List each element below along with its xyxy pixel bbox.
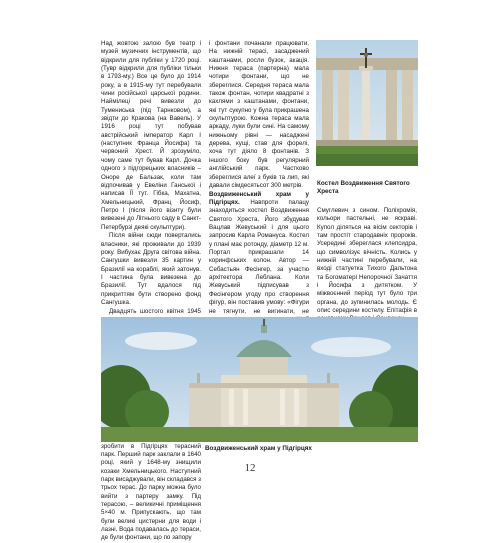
- basilica-dome-photo: [101, 317, 418, 442]
- paragraph: Навпроти палацу знаходиться костел Воздвиження Святого Хреста. Його збудував Вацлав Жевуський і для цього запросив Карла Романуса. Костел у плані має ротонду, діаметр 12 м. Портал прикрашали 14 коринфських колон. Автор — Себастьян Фесінгер, за участю архітектора Лебланa. Коли Жевуський підписував з Фесінгером угоду про створення фігур, він поставив умову: «Фігури не тягнути, не вигинати, не: [209, 199, 309, 315]
- paragraph: Двадцять шостого квітня 1945: [109, 308, 201, 315]
- photo-caption-bottom: Воздвиженський храм у Підгірцях: [205, 445, 312, 452]
- paragraph: Над жовтою залою був театр і музей музичних інструментів, що відкрили для публіки у 1720 році. (Тувр відкрили для публіки тільки в 1793-му.) Все це було до 1914 року, а в 1915-му тут перебували чини російської царської родини. Наймілеці речі вивезли до Тумениська (під Тарнковом), а звідти до Кракова (на Вавель). У 1916 році тут побував австрійський імператор Карл І (наступник Франца Йосифа) та червоний Хрест. Й зрозуміло, чому саме тут бував Карл. Дочка одного з підгорецьких власників – Оноре де Бальзак, коли там відпочивав у Евеліни Ганської і написав ЇЇ тут. Гібка, Махатна, Хмельницький, Франц Йосиф, Петро І (після його візиту були вивезені до Літнього саду в Санкт-Петербурзі деякі скульптури).: [101, 40, 201, 231]
- paragraph: Смуглевич з сином. Поліхромія, кольори пастельні, не яскраві. Купол діляться на вісім секторів і там простіт стародавніх пророків. Усередині збереглася клепсидра, що символізує вічність. Колись у нижній частині перебували, на вході статуетка Тихого Дальтона та Богоматері Непорочної Зачаття і Йосифа з дитятком. У міжвоєнний період тут було три органа, до зупинилась молодь. Є опис середини костелу. Епітафія в: [317, 207, 417, 315]
- photo-caption-top: Костел Воздвиження Святого Хреста: [317, 180, 410, 195]
- page-number: 12: [244, 462, 256, 474]
- paragraph: Після війни сюди повертались власники, які проживали до 1939 року. Вибухає Друга світова війна. Сангушки вивезли 35 картин у Бразилії на кораблі, який затонув. І частина була вивезена до Бразилії. Тут вдалося під прикриттям бути створено фонд Сангушка.: [101, 232, 201, 307]
- church-column-crucifix-photo: [316, 40, 418, 166]
- basilica-dome-illustration: [101, 317, 418, 442]
- section-heading: Воздвиженський храм у Підгірцях.: [209, 190, 309, 207]
- paragraph: зробити в Підгірцях терасний парк. Перший парк заклали в 1640 році, який у 1648-му знищили козаки Хмельницького. Наступний парк висаджували, він складався з трьох терас. До парку можна було вийти з партеру замку. Під терасою, – великичні приміщення 5×40 м. Припускають, що там були великі цистерни для води і лазні. Вода подавалась до тераси, де були фонтани, що по запору: [101, 442, 202, 542]
- paragraph: і фонтани почанали працювати. На нижній терасі, засаджений каштанами, росли бузок, акація. Нижня тераса (партерна) мала чотири фонтани, що не збереглися. Середня тераса мала також фонтан, чотири квадратні з кахлями з каштанами, фонтани, які тут сукупно у була прикрашена скульптурою. Кожна тераса мала аркаду, луки були сині. На самому нижньому рівні — насаджені дерева, кущі, став для форелі, хоча тут діяло 8 фонтанів. З іншого боку був регулярний англійський парк. Частково збереглися алеї з буків та лип, які давали сімдесятьсот 300 метрів.: [209, 40, 309, 189]
- church-column-crucifix-illustration: [316, 40, 418, 166]
